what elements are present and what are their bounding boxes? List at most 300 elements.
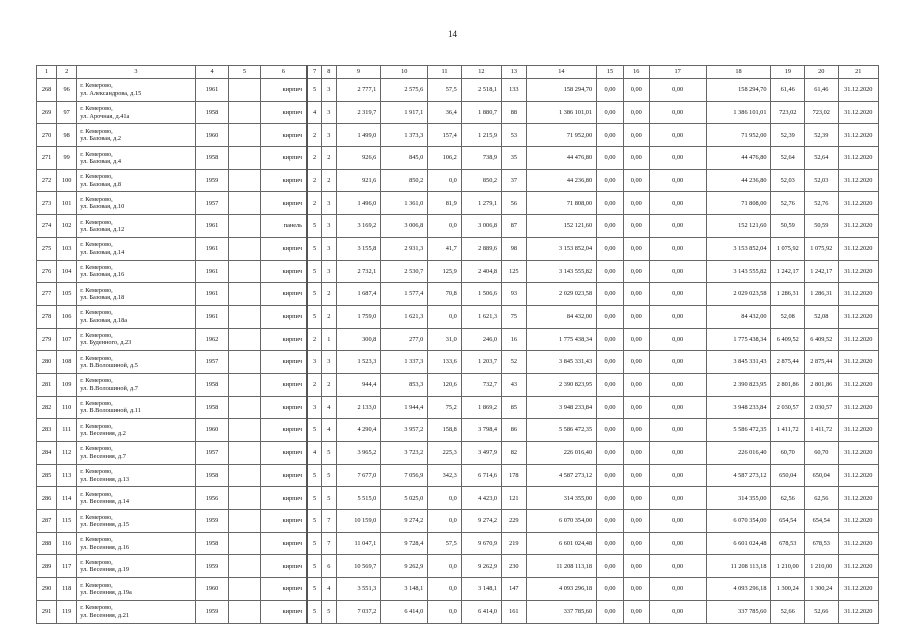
residents: 230 (502, 555, 527, 578)
entrances: 3 (322, 260, 337, 283)
address-street: ул. Весенняя, д.19 (80, 566, 129, 574)
column-number: 8 (322, 66, 337, 79)
column-5 (229, 578, 260, 601)
residents: 43 (502, 373, 527, 396)
residential-area: 1 621,3 (461, 305, 501, 328)
planned-completion: 31.12.2020 (838, 169, 878, 192)
wall-material: кирпич (260, 555, 307, 578)
address-street: ул. Весенняя, д.2 (80, 430, 126, 438)
address (77, 555, 196, 578)
total-area: 3 155,8 (336, 237, 381, 260)
planned-completion: 31.12.2020 (838, 464, 878, 487)
table-row (37, 237, 879, 260)
cost-column-17: 0,00 (649, 373, 706, 396)
wall-material: кирпич (260, 373, 307, 396)
column-number: 16 (623, 66, 649, 79)
cost-column-16: 0,00 (623, 510, 649, 533)
wall-material: кирпич (260, 237, 307, 260)
house-index: 101 (57, 192, 77, 215)
floors: 2 (307, 147, 322, 170)
table-row (37, 419, 879, 442)
column-5 (229, 442, 260, 465)
max-specific-cost: 2 030,57 (805, 396, 839, 419)
living-area: 277,0 (381, 328, 428, 351)
specific-cost: 52,03 (771, 169, 805, 192)
owners-funds: 337 785,60 (706, 600, 771, 623)
living-area: 845,0 (381, 147, 428, 170)
address (77, 600, 196, 623)
planned-completion: 31.12.2020 (838, 351, 878, 374)
house-index: 109 (57, 373, 77, 396)
cost-column-17: 0,00 (649, 305, 706, 328)
living-area: 9 728,4 (381, 532, 428, 555)
residential-area: 3 148,1 (461, 578, 501, 601)
cost-column-16: 0,00 (623, 305, 649, 328)
table-row (37, 147, 879, 170)
residential-area: 3 497,9 (461, 442, 501, 465)
owners-funds: 11 208 113,18 (706, 555, 771, 578)
column-number: 4 (195, 66, 229, 79)
wall-material: кирпич (260, 283, 307, 306)
total-cost: 4 093 296,18 (526, 578, 596, 601)
total-cost: 44 236,80 (526, 169, 596, 192)
owners-funds: 44 236,80 (706, 169, 771, 192)
construction-year: 1959 (195, 510, 229, 533)
residents: 16 (502, 328, 527, 351)
residents: 93 (502, 283, 527, 306)
construction-year: 1961 (195, 79, 229, 102)
total-area: 7 037,2 (336, 600, 381, 623)
nonliving-area: 41,7 (428, 237, 462, 260)
construction-year: 1958 (195, 396, 229, 419)
planned-completion: 31.12.2020 (838, 396, 878, 419)
cost-column-17: 0,00 (649, 555, 706, 578)
living-area: 3 723,2 (381, 442, 428, 465)
specific-cost: 1 242,17 (771, 260, 805, 283)
column-number: 7 (307, 66, 322, 79)
wall-material: кирпич (260, 464, 307, 487)
column-5 (229, 351, 260, 374)
wall-material: кирпич (260, 351, 307, 374)
total-area: 1 499,0 (336, 124, 381, 147)
specific-cost: 60,70 (771, 442, 805, 465)
row-index: 280 (37, 351, 57, 374)
living-area: 1 373,3 (381, 124, 428, 147)
total-area: 11 047,1 (336, 532, 381, 555)
owners-funds: 3 143 555,82 (706, 260, 771, 283)
max-specific-cost: 650,04 (805, 464, 839, 487)
planned-completion: 31.12.2020 (838, 260, 878, 283)
floors: 5 (307, 237, 322, 260)
wall-material: панель (260, 215, 307, 238)
cost-column-16: 0,00 (623, 283, 649, 306)
residential-area: 3 006,8 (461, 215, 501, 238)
row-index: 270 (37, 124, 57, 147)
floors: 5 (307, 419, 322, 442)
total-cost: 3 143 555,82 (526, 260, 596, 283)
owners-funds: 3 845 331,43 (706, 351, 771, 374)
entrances: 4 (322, 396, 337, 419)
total-cost: 6 601 024,48 (526, 532, 596, 555)
table-row (37, 510, 879, 533)
total-cost: 4 587 273,12 (526, 464, 596, 487)
wall-material: кирпич (260, 396, 307, 419)
specific-cost: 1 210,00 (771, 555, 805, 578)
nonliving-area: 158,8 (428, 419, 462, 442)
living-area: 3 957,2 (381, 419, 428, 442)
entrances: 3 (322, 101, 337, 124)
column-number: 10 (381, 66, 428, 79)
table-row (37, 260, 879, 283)
entrances: 4 (322, 578, 337, 601)
floors: 5 (307, 600, 322, 623)
cost-column-15: 0,00 (597, 373, 624, 396)
cost-column-17: 0,00 (649, 192, 706, 215)
address-street: ул. Базовая, д.10 (80, 203, 125, 211)
address-street: ул. Весенняя, д.15 (80, 520, 129, 528)
construction-year: 1959 (195, 555, 229, 578)
floors: 2 (307, 373, 322, 396)
table-row (37, 305, 879, 328)
construction-year: 1960 (195, 419, 229, 442)
cost-column-17: 0,00 (649, 328, 706, 351)
house-index: 103 (57, 237, 77, 260)
construction-year: 1959 (195, 169, 229, 192)
cost-column-15: 0,00 (597, 464, 624, 487)
specific-cost: 52,76 (771, 192, 805, 215)
living-area: 3 148,1 (381, 578, 428, 601)
address-street: ул. Базовая, д.8 (80, 180, 122, 188)
cost-column-15: 0,00 (597, 192, 624, 215)
address-street: ул. Арочная, д.41а (80, 112, 130, 120)
living-area: 2 931,3 (381, 237, 428, 260)
address-city: г. Кемерово, (80, 581, 113, 589)
residents: 53 (502, 124, 527, 147)
column-5 (229, 555, 260, 578)
owners-funds: 5 586 472,35 (706, 419, 771, 442)
max-specific-cost: 1 411,72 (805, 419, 839, 442)
house-index: 118 (57, 578, 77, 601)
cost-column-16: 0,00 (623, 328, 649, 351)
wall-material: кирпич (260, 442, 307, 465)
planned-completion: 31.12.2020 (838, 510, 878, 533)
address-street: ул. Весенняя, д.7 (80, 452, 126, 460)
specific-cost: 52,64 (771, 147, 805, 170)
owners-funds: 6 601 024,48 (706, 532, 771, 555)
cost-column-17: 0,00 (649, 578, 706, 601)
residential-area: 246,0 (461, 328, 501, 351)
residents: 229 (502, 510, 527, 533)
nonliving-area: 0,0 (428, 578, 462, 601)
planned-completion: 31.12.2020 (838, 305, 878, 328)
column-5 (229, 373, 260, 396)
total-area: 1 759,0 (336, 305, 381, 328)
nonliving-area: 133,6 (428, 351, 462, 374)
construction-year: 1957 (195, 192, 229, 215)
residential-area: 4 423,0 (461, 487, 501, 510)
max-specific-cost: 2 801,86 (805, 373, 839, 396)
wall-material: кирпич (260, 169, 307, 192)
max-specific-cost: 1 286,31 (805, 283, 839, 306)
total-cost: 337 785,60 (526, 600, 596, 623)
table-row (37, 79, 879, 102)
construction-year: 1958 (195, 532, 229, 555)
max-specific-cost: 1 210,00 (805, 555, 839, 578)
total-cost: 158 294,70 (526, 79, 596, 102)
entrances: 2 (322, 283, 337, 306)
cost-column-16: 0,00 (623, 555, 649, 578)
planned-completion: 31.12.2020 (838, 532, 878, 555)
address-city: г. Кемерово, (80, 354, 113, 362)
entrances: 2 (322, 169, 337, 192)
residents: 147 (502, 578, 527, 601)
address-city: г. Кемерово, (80, 286, 113, 294)
construction-year: 1959 (195, 600, 229, 623)
address-city: г. Кемерово, (80, 332, 113, 339)
cost-column-17: 0,00 (649, 532, 706, 555)
address (77, 487, 196, 510)
column-number: 20 (805, 66, 839, 79)
column-5 (229, 169, 260, 192)
address (77, 532, 196, 555)
cost-column-16: 0,00 (623, 532, 649, 555)
address (77, 192, 196, 215)
address-street: ул. Базовая, д.4 (80, 157, 122, 165)
residents: 86 (502, 419, 527, 442)
cost-column-17: 0,00 (649, 101, 706, 124)
address-city: г. Кемерово, (80, 105, 113, 113)
entrances: 2 (322, 147, 337, 170)
row-index: 285 (37, 464, 57, 487)
cost-column-15: 0,00 (597, 600, 624, 623)
specific-cost: 2 875,44 (771, 351, 805, 374)
table-row (37, 101, 879, 124)
specific-cost: 52,08 (771, 305, 805, 328)
nonliving-area: 57,5 (428, 532, 462, 555)
residential-area: 1 506,6 (461, 283, 501, 306)
specific-cost: 62,56 (771, 487, 805, 510)
residential-area: 6 414,0 (461, 600, 501, 623)
construction-year: 1961 (195, 283, 229, 306)
construction-year: 1961 (195, 260, 229, 283)
cost-column-16: 0,00 (623, 192, 649, 215)
construction-year: 1960 (195, 124, 229, 147)
cost-column-17: 0,00 (649, 487, 706, 510)
address (77, 237, 196, 260)
residential-area: 732,7 (461, 373, 501, 396)
total-area: 10 159,0 (336, 510, 381, 533)
planned-completion: 31.12.2020 (838, 147, 878, 170)
nonliving-area: 57,5 (428, 79, 462, 102)
construction-year: 1958 (195, 373, 229, 396)
wall-material: кирпич (260, 328, 307, 351)
table-row (37, 215, 879, 238)
house-index: 104 (57, 260, 77, 283)
entrances: 2 (322, 373, 337, 396)
column-5 (229, 124, 260, 147)
address (77, 328, 196, 351)
total-area: 2 133,0 (336, 396, 381, 419)
address-street: ул. Весенняя, д.19а (80, 588, 132, 596)
cost-column-15: 0,00 (597, 147, 624, 170)
address-street: ул. Базовая, д.16 (80, 271, 125, 279)
entrances: 1 (322, 328, 337, 351)
residents: 35 (502, 147, 527, 170)
cost-column-16: 0,00 (623, 600, 649, 623)
residents: 88 (502, 101, 527, 124)
cost-column-15: 0,00 (597, 396, 624, 419)
column-number: 17 (649, 66, 706, 79)
floors: 2 (307, 124, 322, 147)
max-specific-cost: 1 075,92 (805, 237, 839, 260)
cost-column-17: 0,00 (649, 260, 706, 283)
column-5 (229, 192, 260, 215)
owners-funds: 44 476,80 (706, 147, 771, 170)
address-city: г. Кемерово, (80, 445, 113, 453)
entrances: 3 (322, 351, 337, 374)
wall-material: кирпич (260, 79, 307, 102)
column-5 (229, 101, 260, 124)
wall-material: кирпич (260, 510, 307, 533)
nonliving-area: 31,0 (428, 328, 462, 351)
total-cost: 71 952,00 (526, 124, 596, 147)
table-row (37, 487, 879, 510)
cost-column-15: 0,00 (597, 442, 624, 465)
cost-column-16: 0,00 (623, 260, 649, 283)
planned-completion: 31.12.2020 (838, 555, 878, 578)
construction-year: 1961 (195, 215, 229, 238)
column-number: 21 (838, 66, 878, 79)
specific-cost: 2 801,86 (771, 373, 805, 396)
living-area: 6 414,0 (381, 600, 428, 623)
cost-column-15: 0,00 (597, 578, 624, 601)
address (77, 215, 196, 238)
entrances: 3 (322, 79, 337, 102)
residents: 37 (502, 169, 527, 192)
wall-material: кирпич (260, 101, 307, 124)
residential-area: 1 215,9 (461, 124, 501, 147)
construction-year: 1961 (195, 237, 229, 260)
address (77, 578, 196, 601)
entrances: 5 (322, 600, 337, 623)
total-cost: 71 808,00 (526, 192, 596, 215)
house-index: 99 (57, 147, 77, 170)
residential-area: 1 869,2 (461, 396, 501, 419)
total-area: 3 551,3 (336, 578, 381, 601)
residential-area: 1 203,7 (461, 351, 501, 374)
cost-column-16: 0,00 (623, 419, 649, 442)
column-number: 9 (336, 66, 381, 79)
living-area: 1 577,4 (381, 283, 428, 306)
residential-area: 850,2 (461, 169, 501, 192)
owners-funds: 2 029 023,58 (706, 283, 771, 306)
column-5 (229, 600, 260, 623)
address-street: ул. Базовая, д.18а (80, 316, 128, 324)
cost-column-17: 0,00 (649, 464, 706, 487)
address (77, 442, 196, 465)
max-specific-cost: 723,02 (805, 101, 839, 124)
residents: 161 (502, 600, 527, 623)
nonliving-area: 120,6 (428, 373, 462, 396)
column-number: 13 (502, 66, 527, 79)
row-index: 287 (37, 510, 57, 533)
address (77, 147, 196, 170)
cost-column-15: 0,00 (597, 237, 624, 260)
house-index: 110 (57, 396, 77, 419)
wall-material: кирпич (260, 124, 307, 147)
cost-column-16: 0,00 (623, 351, 649, 374)
cost-column-15: 0,00 (597, 510, 624, 533)
table-row (37, 442, 879, 465)
cost-column-16: 0,00 (623, 147, 649, 170)
residents: 125 (502, 260, 527, 283)
total-area: 2 319,7 (336, 101, 381, 124)
total-cost: 2 029 023,58 (526, 283, 596, 306)
floors: 4 (307, 442, 322, 465)
column-5 (229, 283, 260, 306)
construction-year: 1962 (195, 328, 229, 351)
cost-column-16: 0,00 (623, 487, 649, 510)
house-index: 107 (57, 328, 77, 351)
total-area: 926,6 (336, 147, 381, 170)
cost-column-17: 0,00 (649, 419, 706, 442)
cost-column-16: 0,00 (623, 442, 649, 465)
row-index: 273 (37, 192, 57, 215)
cost-column-15: 0,00 (597, 305, 624, 328)
floors: 5 (307, 510, 322, 533)
owners-funds: 6 070 354,00 (706, 510, 771, 533)
address-city: г. Кемерово, (80, 82, 113, 90)
total-cost: 152 121,60 (526, 215, 596, 238)
column-number: 2 (57, 66, 77, 79)
address (77, 464, 196, 487)
total-cost: 11 208 113,18 (526, 555, 596, 578)
cost-column-16: 0,00 (623, 124, 649, 147)
address (77, 124, 196, 147)
living-area: 2 530,7 (381, 260, 428, 283)
address (77, 283, 196, 306)
house-index: 106 (57, 305, 77, 328)
specific-cost: 52,66 (771, 600, 805, 623)
nonliving-area: 0,0 (428, 510, 462, 533)
entrances: 7 (322, 510, 337, 533)
construction-year: 1957 (195, 442, 229, 465)
column-5 (229, 510, 260, 533)
total-cost: 3 948 233,84 (526, 396, 596, 419)
column-number: 15 (597, 66, 624, 79)
planned-completion: 31.12.2020 (838, 328, 878, 351)
construction-year: 1960 (195, 578, 229, 601)
row-index: 272 (37, 169, 57, 192)
row-index: 289 (37, 555, 57, 578)
planned-completion: 31.12.2020 (838, 578, 878, 601)
owners-funds: 152 121,60 (706, 215, 771, 238)
column-number: 1 (37, 66, 57, 79)
planned-completion: 31.12.2020 (838, 283, 878, 306)
cost-column-16: 0,00 (623, 396, 649, 419)
max-specific-cost: 2 875,44 (805, 351, 839, 374)
nonliving-area: 0,0 (428, 600, 462, 623)
max-specific-cost: 678,53 (805, 532, 839, 555)
cost-column-16: 0,00 (623, 169, 649, 192)
residents: 75 (502, 305, 527, 328)
house-index: 111 (57, 419, 77, 442)
wall-material: кирпич (260, 419, 307, 442)
wall-material: кирпич (260, 192, 307, 215)
nonliving-area: 0,0 (428, 487, 462, 510)
address (77, 305, 196, 328)
total-area: 7 677,0 (336, 464, 381, 487)
